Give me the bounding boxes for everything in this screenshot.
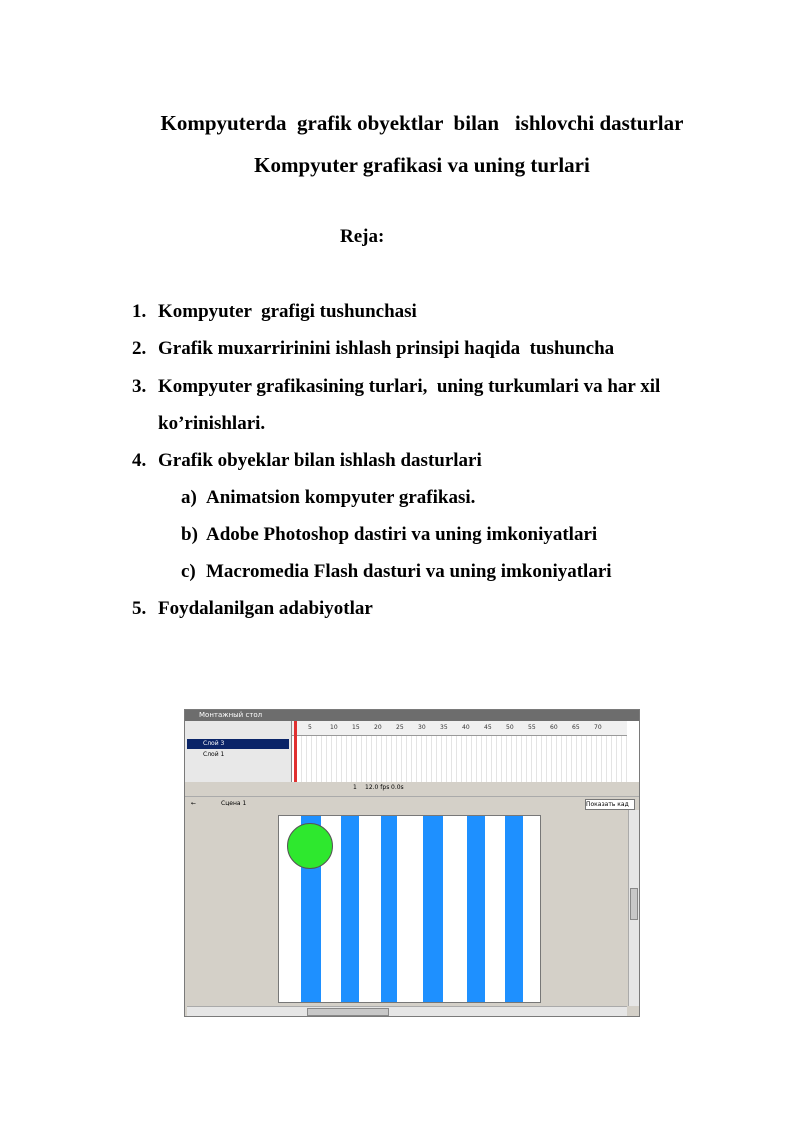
- ruler-tick: 45: [484, 724, 492, 731]
- ruler-tick: 10: [330, 724, 338, 731]
- frame-ruler: [292, 721, 627, 736]
- layer-name: Слой 1: [203, 751, 225, 758]
- ruler-tick: 55: [528, 724, 536, 731]
- list-item: Foydalanilgan adabiyotlar: [158, 598, 373, 619]
- list-item: Kompyuter grafigi tushunchasi: [158, 301, 417, 322]
- sublist-item: Animatsion kompyuter grafikasi.: [206, 487, 476, 508]
- frame-grid[interactable]: [292, 736, 627, 786]
- timeline-panel-title: [185, 710, 639, 721]
- blue-stripe: [341, 816, 359, 1002]
- scroll-thumb[interactable]: [630, 888, 638, 920]
- blue-stripe: [505, 816, 523, 1002]
- ruler-tick: 65: [572, 724, 580, 731]
- horizontal-scrollbar[interactable]: [187, 1006, 627, 1016]
- ruler-tick: 25: [396, 724, 404, 731]
- layer-row[interactable]: [187, 750, 289, 760]
- scene-bar: [185, 796, 639, 811]
- flash-screenshot: [184, 709, 640, 1017]
- sublist-item: Adobe Photoshop dastiri va uning imkoniyatlari: [206, 524, 598, 545]
- back-arrow-icon[interactable]: ←: [191, 800, 197, 807]
- work-area: [187, 813, 627, 1006]
- list-item: Kompyuter grafikasining turlari, uning turkumlari va har xil: [158, 376, 661, 397]
- sublist-item-letter: a): [181, 487, 197, 508]
- blue-stripe: [467, 816, 485, 1002]
- sublist-item-letter: b): [181, 524, 198, 545]
- plan-heading: Reja:: [340, 226, 385, 247]
- elapsed-time: 0.0s: [391, 784, 404, 791]
- document-subtitle: Kompyuter grafikasi va uning turlari: [254, 153, 590, 177]
- sublist-item-letter: c): [181, 561, 196, 582]
- scroll-thumb[interactable]: [307, 1008, 389, 1016]
- list-item-number: 2.: [132, 338, 147, 359]
- list-item: Grafik muxarririnini ishlash prinsipi haqida tushuncha: [158, 338, 615, 359]
- panel-title-label: Монтажный стол: [199, 711, 263, 719]
- list-item-continuation: ko’rinishlari.: [158, 413, 266, 434]
- list-item-number: 4.: [132, 450, 147, 471]
- sublist-item: Macromedia Flash dasturi va uning imkoniyatlari: [206, 561, 612, 582]
- list-item-number: 3.: [132, 376, 147, 397]
- blue-stripe: [381, 816, 397, 1002]
- list-item: Grafik obyeklar bilan ishlash dasturlari: [158, 450, 482, 471]
- frame-rate: 12.0 fps: [365, 784, 390, 791]
- ruler-tick: 70: [594, 724, 602, 731]
- list-item-number: 1.: [132, 301, 147, 322]
- layer-row[interactable]: [187, 739, 289, 749]
- document-title: Kompyuterda grafik obyektlar bilan ishlovchi dasturlar: [160, 111, 684, 135]
- ruler-tick: 35: [440, 724, 448, 731]
- ruler-tick: 30: [418, 724, 426, 731]
- timeline-status-bar: [185, 782, 639, 794]
- ruler-tick: 40: [462, 724, 470, 731]
- ruler-tick: 60: [550, 724, 558, 731]
- blue-stripe: [423, 816, 443, 1002]
- stage[interactable]: [278, 815, 541, 1003]
- zoom-select[interactable]: Показать кад: [585, 799, 635, 810]
- list-item-number: 5.: [132, 598, 147, 619]
- ruler-tick: 5: [308, 724, 312, 731]
- scene-name[interactable]: Сцена 1: [221, 800, 247, 807]
- ruler-tick: 15: [352, 724, 360, 731]
- layer-name: Слой 3: [203, 740, 225, 747]
- ruler-tick: 20: [374, 724, 382, 731]
- green-circle: [287, 823, 333, 869]
- ruler-tick: 50: [506, 724, 514, 731]
- current-frame: 1: [353, 784, 357, 791]
- vertical-scrollbar[interactable]: [628, 810, 639, 1006]
